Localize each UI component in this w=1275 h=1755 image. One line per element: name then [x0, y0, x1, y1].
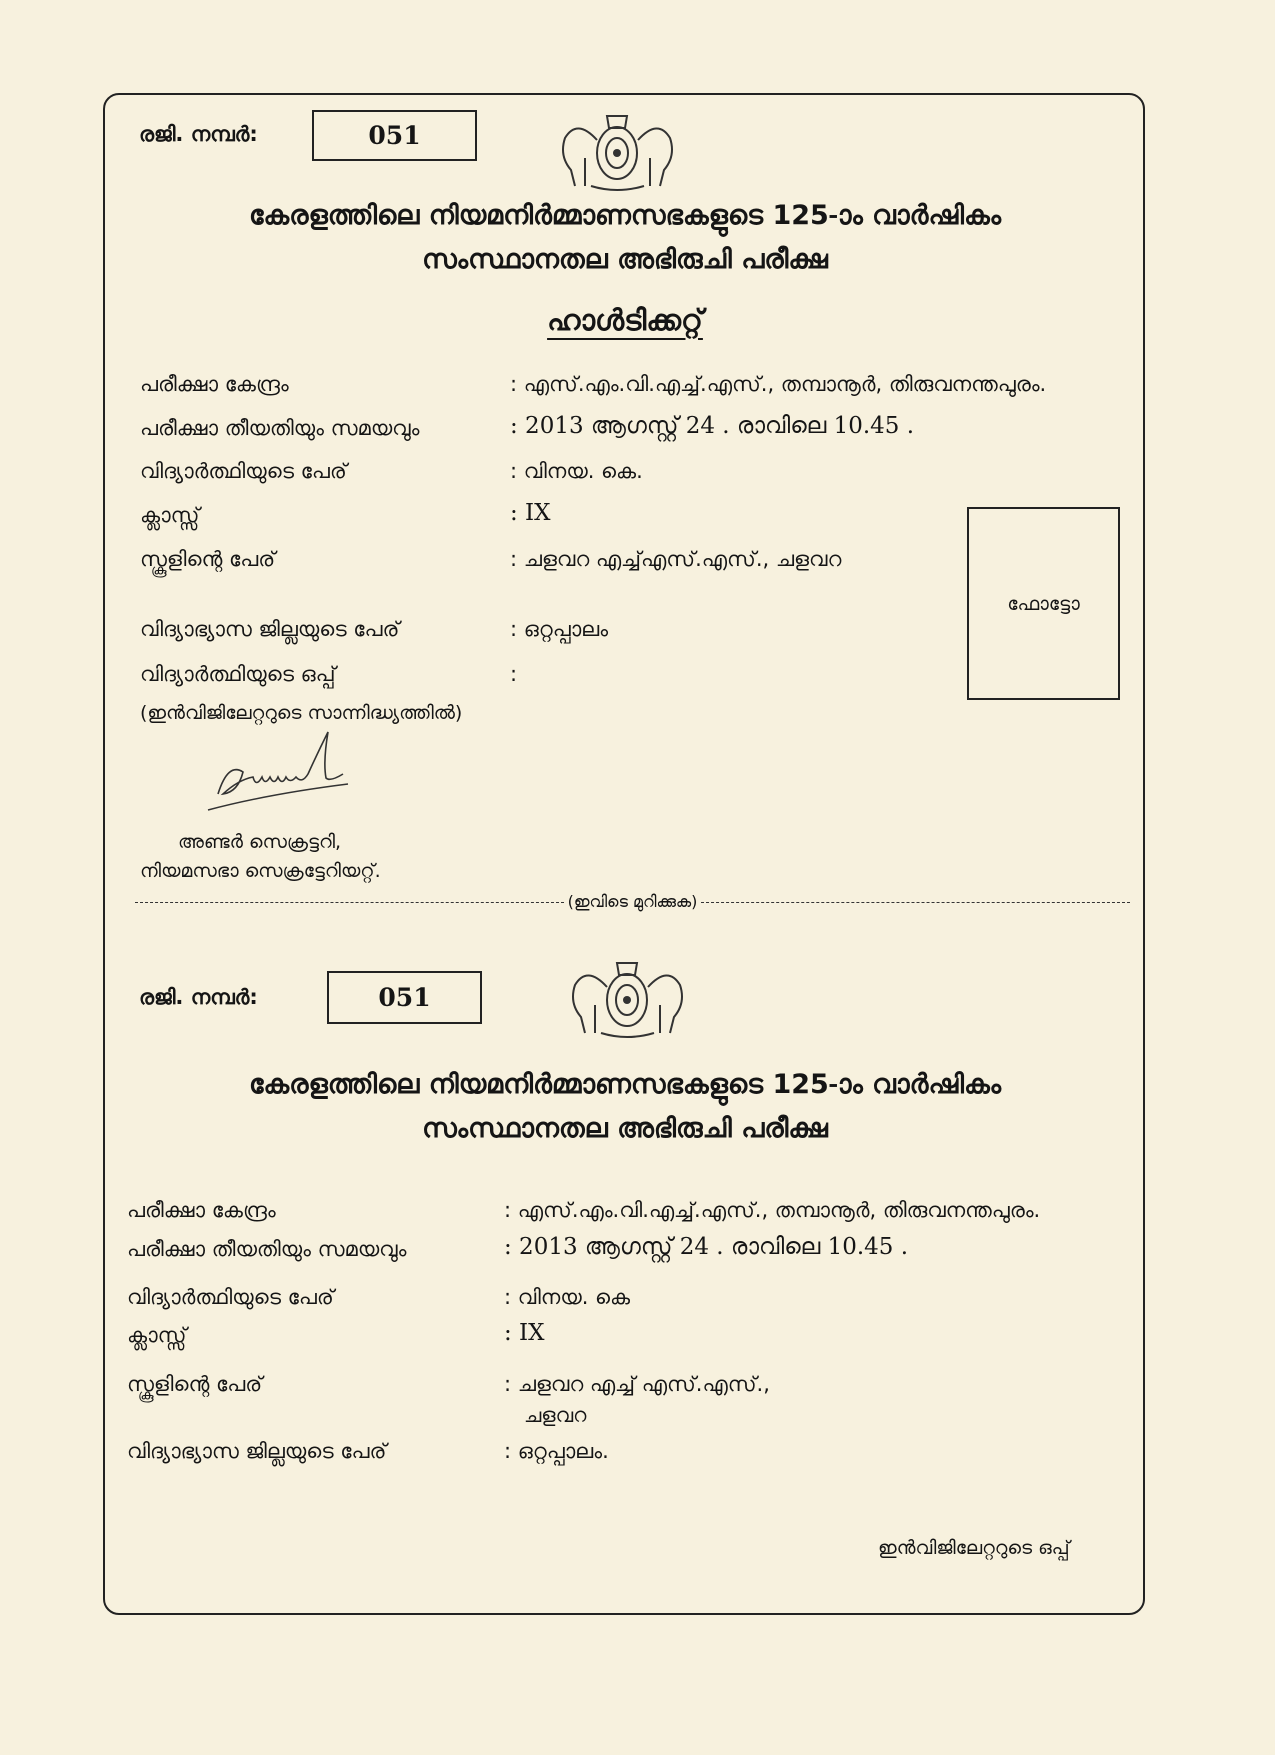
field-label: വിദ്യാർത്ഥിയുടെ ഒപ്പ്: [140, 662, 336, 686]
field-value: : ഒറ്റപ്പാലം: [510, 617, 609, 641]
field-value: : IX: [510, 500, 551, 526]
field-label: സ്കൂളിന്റെ പേര്: [127, 1372, 263, 1396]
field-label: പരീക്ഷാ കേന്ദ്രം: [140, 372, 289, 396]
exam-title-line2: സംസ്ഥാനതല അഭിരുചി പരീക്ഷ: [422, 244, 828, 275]
field-value: : വിനയ. കെ: [504, 1285, 631, 1309]
field-label: വിദ്യാർത്ഥിയുടെ പേര്: [140, 459, 347, 483]
field-value: : വിനയ. കെ.: [510, 459, 643, 483]
field-label: വിദ്യാർത്ഥിയുടെ പേര്: [127, 1285, 334, 1309]
field-value: : എസ്.എം.വി.എച്ച്.എസ്., തമ്പാനൂർ, തിരുവനന്തപുരം.: [510, 372, 1047, 396]
photo-label: ഫോട്ടോ: [1007, 592, 1080, 615]
exam-title-line1: കേരളത്തിലെ നിയമനിർമ്മാണസഭകളുടെ 125-ാം വാർഷികം: [248, 200, 1002, 231]
kerala-emblem-icon: [565, 945, 690, 1040]
kerala-emblem-icon: [555, 98, 680, 193]
field-value: : ചളവറ എച്ച്എസ്.എസ്., ചളവറ: [510, 547, 842, 571]
invigilator-signature-label: ഇൻവിജിലേറ്ററുടെ ഒപ്പ്: [878, 1537, 1070, 1559]
field-label: ക്ലാസ്സ്: [140, 503, 200, 527]
reg-number-label: രജി. നമ്പർ:: [139, 985, 258, 1009]
field-value: : ചളവറ എച്ച് എസ്.എസ്.,: [504, 1372, 770, 1396]
field-value: : 2013 ആഗസ്റ്റ് 24 . രാവിലെ 10.45 .: [510, 413, 915, 439]
field-label: പരീക്ഷാ കേന്ദ്രം: [127, 1198, 276, 1222]
field-label: വിദ്യാഭ്യാസ ജില്ലയുടെ പേര്: [127, 1439, 387, 1463]
field-value: : 2013 ആഗസ്റ്റ് 24 . രാവിലെ 10.45 .: [504, 1234, 909, 1260]
field-value: : എസ്.എം.വി.എച്ച്.എസ്., തമ്പാനൂർ, തിരുവനന്തപുരം.: [504, 1198, 1041, 1222]
cut-here-label: (ഇവിടെ മുറിക്കുക): [567, 892, 698, 911]
signatory-title: അണ്ടർ സെക്രട്ടറി,: [178, 831, 342, 853]
reg-number-box: 051: [327, 971, 482, 1024]
field-label: വിദ്യാഭ്യാസ ജില്ലയുടെ പേര്: [140, 617, 400, 641]
signatory-office: നിയമസഭാ സെക്രട്ടേറിയറ്റ്.: [140, 860, 381, 882]
school-name-line2: ചളവറ: [524, 1403, 587, 1427]
exam-title-line2: സംസ്ഥാനതല അഭിരുചി പരീക്ഷ: [422, 1113, 828, 1144]
exam-title-line1: കേരളത്തിലെ നിയമനിർമ്മാണസഭകളുടെ 125-ാം വാർഷികം: [248, 1069, 1002, 1100]
reg-number-label: രജി. നമ്പർ:: [139, 122, 258, 146]
field-value: :: [510, 662, 518, 686]
field-label: സ്കൂളിന്റെ പേര്: [140, 547, 276, 571]
field-label: പരീക്ഷാ തീയതിയും സമയവും: [140, 416, 420, 440]
field-label: ക്ലാസ്സ്: [127, 1323, 187, 1347]
field-label: പരീക്ഷാ തീയതിയും സമയവും: [127, 1237, 407, 1261]
hall-ticket-heading: ഹാൾടിക്കറ്റ്: [547, 303, 703, 337]
signature-image: [198, 722, 368, 822]
reg-number-box: 051: [312, 110, 477, 161]
field-value: : IX: [504, 1320, 545, 1346]
invigilator-presence-note: (ഇൻവിജിലേറ്ററുടെ സാന്നിദ്ധ്യത്തിൽ): [140, 702, 463, 724]
field-value: : ഒറ്റപ്പാലം.: [504, 1439, 609, 1463]
cut-line: [135, 891, 1130, 913]
photo-box: [967, 507, 1120, 700]
